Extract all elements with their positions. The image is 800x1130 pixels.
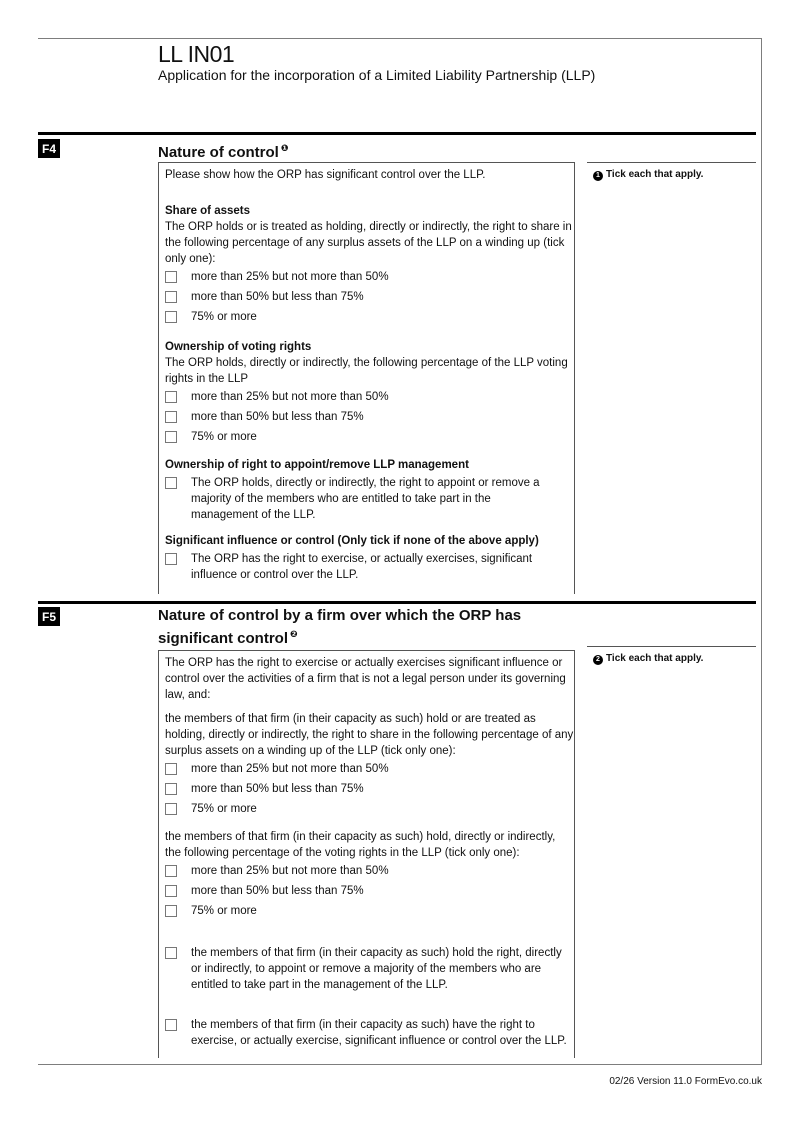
f4-share-heading: Share of assets xyxy=(165,205,251,217)
option-label: more than 25% but not more than 50% xyxy=(191,865,389,877)
option-label: more than 50% but less than 75% xyxy=(191,885,364,897)
section-f5-title-line2: significant control xyxy=(158,630,289,647)
option-label: 75% or more xyxy=(191,431,257,443)
f5-voting-option-3 xyxy=(165,903,574,919)
form-code: LL IN01 xyxy=(158,41,235,67)
option-label: 75% or more xyxy=(191,311,257,323)
section-f5-side-note xyxy=(587,646,756,665)
checkbox[interactable] xyxy=(165,291,177,303)
option-label: The ORP has the right to exercise, or actually exercises, significant influence or control over the LLP. xyxy=(191,553,533,581)
section-f4-title xyxy=(158,139,288,162)
checkbox[interactable] xyxy=(165,1019,177,1031)
checkbox[interactable] xyxy=(165,411,177,423)
f4-influence-option xyxy=(165,551,574,583)
option-label: more than 25% but not more than 50% xyxy=(191,763,389,775)
checkbox[interactable] xyxy=(165,431,177,443)
section-f5-rule xyxy=(38,601,756,604)
option-label: more than 25% but not more than 50% xyxy=(191,391,389,403)
f4-share-option-1 xyxy=(165,269,574,285)
note-number-2: 2 xyxy=(593,655,603,665)
f5-share-option-3 xyxy=(165,801,574,817)
section-f4-rule xyxy=(38,132,756,135)
section-f5-tag: F5 xyxy=(38,607,60,626)
f5-voting-option-2 xyxy=(165,883,574,899)
f4-voting-option-1 xyxy=(165,389,574,405)
page-frame-top xyxy=(38,38,762,39)
checkbox[interactable] xyxy=(165,311,177,323)
checkbox[interactable] xyxy=(165,947,177,959)
f4-appoint-option xyxy=(165,475,574,523)
f4-appoint-heading: Ownership of right to appoint/remove LLP management xyxy=(165,459,469,471)
checkbox[interactable] xyxy=(165,391,177,403)
checkbox[interactable] xyxy=(165,865,177,877)
option-label: more than 50% but less than 75% xyxy=(191,783,364,795)
option-label: The ORP holds, directly or indirectly, the right to appoint or remove a majority of the members who are entitled to take part in the management of the LLP. xyxy=(191,477,540,521)
f5-share-text: the members of that firm (in their capacity as such) hold or are treated as holding, directly or indirectly, the right to share in the following percentage of any surplus assets on a winding up of the LLP (tick only one): xyxy=(165,713,574,757)
f5-voting-option-1 xyxy=(165,863,574,879)
page-frame-right xyxy=(761,38,762,1065)
f4-voting-option-3 xyxy=(165,429,574,445)
f5-share-option-2 xyxy=(165,781,574,797)
f5-voting-text: the members of that firm (in their capacity as such) hold, directly or indirectly, the following percentage of the voting rights in the LLP (tick only one): xyxy=(165,831,556,859)
section-f4-tag: F4 xyxy=(38,139,60,158)
section-f4-side-note xyxy=(587,162,756,181)
section-f4-panel xyxy=(158,162,575,594)
option-label: 75% or more xyxy=(191,905,257,917)
section-f4-title-text: Nature of control xyxy=(158,144,279,161)
option-label: the members of that firm (in their capacity as such) have the right to exercise, or actually exercise, significant influence or control over the LLP. xyxy=(191,1019,567,1047)
side-note-text: Tick each that apply. xyxy=(606,653,704,664)
f4-share-option-2 xyxy=(165,289,574,305)
option-label: more than 50% but less than 75% xyxy=(191,411,364,423)
checkbox[interactable] xyxy=(165,885,177,897)
section-f5-panel xyxy=(158,650,575,1058)
checkbox[interactable] xyxy=(165,783,177,795)
note-marker-2: ❷ xyxy=(290,629,298,639)
checkbox[interactable] xyxy=(165,477,177,489)
note-number-1: 1 xyxy=(593,171,603,181)
section-f5-title-line1: Nature of control by a firm over which the ORP has xyxy=(158,607,522,624)
f4-share-text: The ORP holds or is treated as holding, directly or indirectly, the right to share in the following percentage of any surplus assets of the LLP on a winding up (tick only one): xyxy=(165,221,572,265)
page-frame-bottom xyxy=(38,1064,762,1065)
f4-voting-heading: Ownership of voting rights xyxy=(165,341,312,353)
checkbox[interactable] xyxy=(165,905,177,917)
footer-version: 02/26 Version 11.0 FormEvo.co.uk xyxy=(609,1076,762,1087)
f4-share-option-3 xyxy=(165,309,574,325)
checkbox[interactable] xyxy=(165,803,177,815)
section-f5-title xyxy=(158,606,521,648)
option-label: more than 50% but less than 75% xyxy=(191,291,364,303)
f4-voting-text: The ORP holds, directly or indirectly, the following percentage of the LLP voting rights in the LLP xyxy=(165,357,568,385)
form-title: Application for the incorporation of a Limited Liability Partnership (LLP) xyxy=(158,67,596,83)
f4-influence-heading: Significant influence or control (Only tick if none of the above apply) xyxy=(165,535,539,547)
checkbox[interactable] xyxy=(165,763,177,775)
f4-intro: Please show how the ORP has significant control over the LLP. xyxy=(165,169,486,181)
option-label: 75% or more xyxy=(191,803,257,815)
checkbox[interactable] xyxy=(165,553,177,565)
checkbox[interactable] xyxy=(165,271,177,283)
option-label: the members of that firm (in their capacity as such) hold the right, directly or indirectly, to appoint or remove a majority of the members who are entitled to take part in the management of the LLP. xyxy=(191,947,562,991)
f5-share-option-1 xyxy=(165,761,574,777)
side-note-text: Tick each that apply. xyxy=(606,169,704,180)
f5-appoint-option xyxy=(165,945,574,993)
f5-intro: The ORP has the right to exercise or actually exercises significant influence or control over the activities of a firm that is not a legal person under its governing law, and: xyxy=(165,657,566,701)
f5-influence-option xyxy=(165,1017,574,1049)
note-marker-1: ❶ xyxy=(280,143,289,153)
f4-voting-option-2 xyxy=(165,409,574,425)
option-label: more than 25% but not more than 50% xyxy=(191,271,389,283)
